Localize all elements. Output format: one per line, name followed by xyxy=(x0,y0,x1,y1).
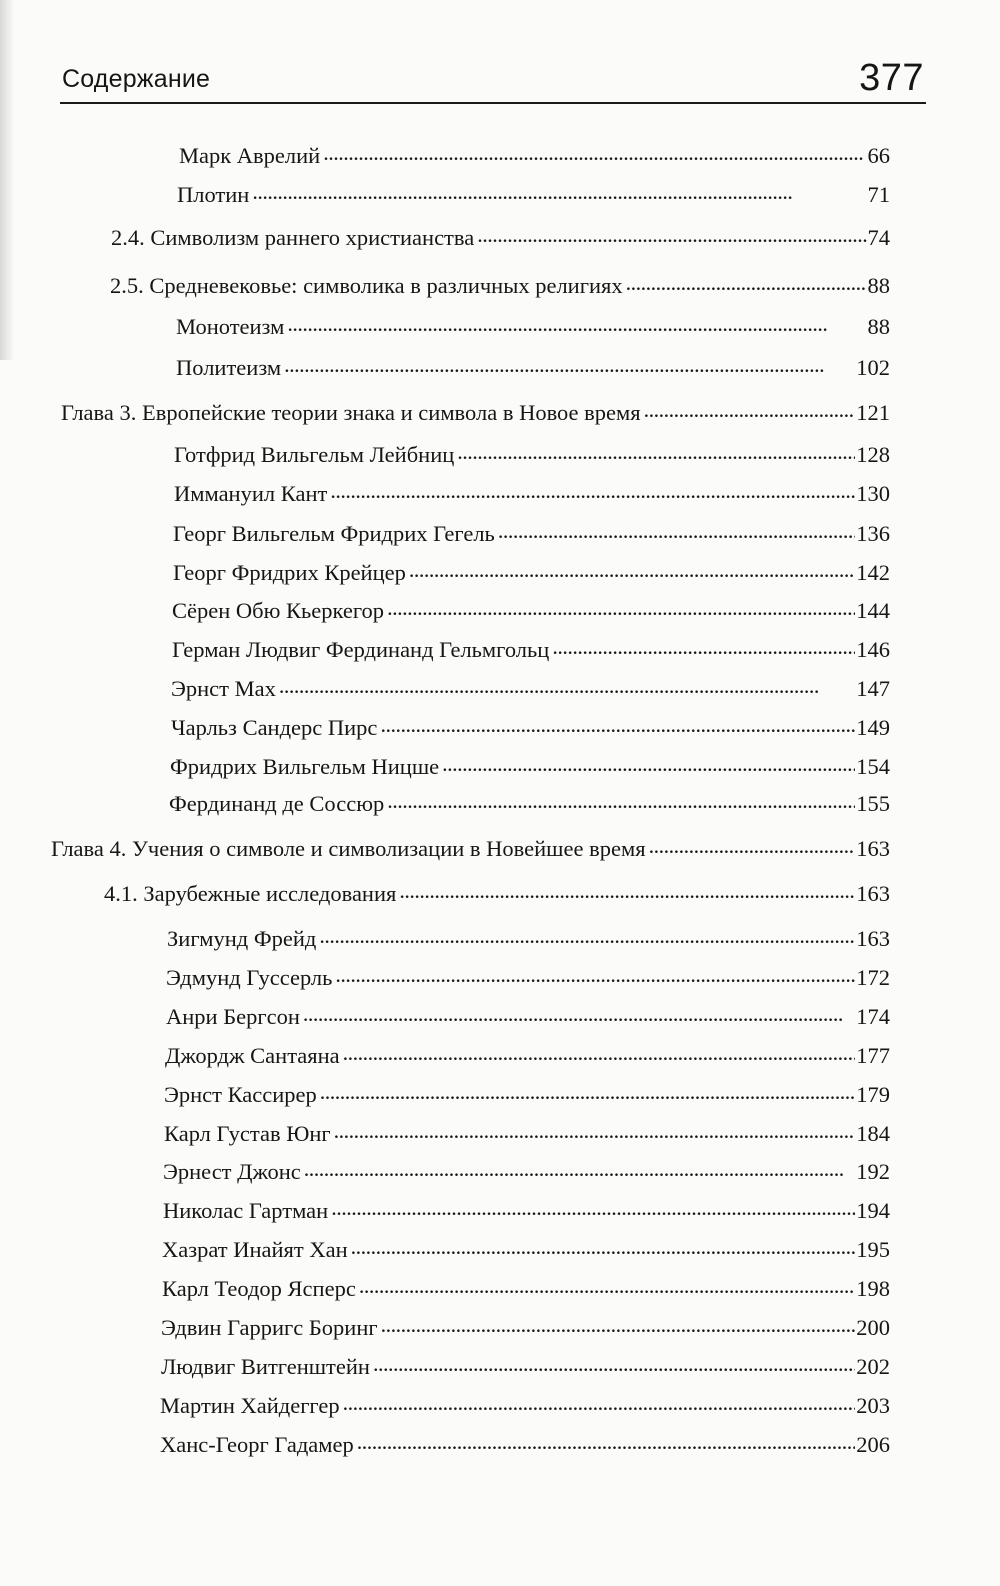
toc-entry xyxy=(111,224,890,252)
toc-entry-page: 136 xyxy=(856,521,890,546)
toc-entry-page: 74 xyxy=(867,225,890,250)
toc-entry-page: 179 xyxy=(856,1082,890,1107)
toc-entry-title: Эдвин Гарригс Боринг xyxy=(161,1315,378,1340)
toc-entry xyxy=(170,753,890,781)
toc-entry xyxy=(176,354,890,382)
toc-leader-dots xyxy=(381,1315,856,1335)
toc-entry xyxy=(166,1003,890,1031)
toc-leader-dots xyxy=(304,1159,856,1179)
toc-entry xyxy=(171,675,890,703)
toc-entry xyxy=(160,1392,890,1420)
toc-entry xyxy=(162,1236,890,1264)
toc-entry xyxy=(164,1081,890,1109)
toc-entry-page: 121 xyxy=(856,400,890,425)
toc-entry xyxy=(166,964,890,992)
toc-leader-dots xyxy=(351,1237,856,1257)
toc-entry-title: Политеизм xyxy=(176,355,282,380)
toc-entry-page: 203 xyxy=(856,1393,890,1418)
toc-leader-dots xyxy=(387,598,855,618)
toc-leader-dots xyxy=(409,560,855,580)
toc-entry xyxy=(162,1275,890,1303)
toc-entry xyxy=(164,1120,890,1148)
toc-entry-title: Плотин xyxy=(177,182,250,207)
toc-entry-title: Монотеизм xyxy=(176,314,285,339)
header-title: Содержание xyxy=(62,65,211,93)
toc-entry xyxy=(176,313,890,341)
toc-entry xyxy=(61,399,890,427)
toc-entry-title: Марк Аврелий xyxy=(179,143,321,168)
toc-entry-page: 88 xyxy=(867,314,890,339)
toc-entry xyxy=(174,480,890,508)
toc-leader-dots xyxy=(380,715,855,735)
toc-entry xyxy=(172,636,890,664)
toc-entry-title: Карл Густав Юнг xyxy=(164,1121,331,1146)
toc-leader-dots xyxy=(320,1082,855,1102)
toc-leader-dots xyxy=(649,836,856,856)
toc-entry-title: Зигмунд Фрейд xyxy=(167,926,317,951)
toc-entry xyxy=(163,1197,890,1225)
toc-entry xyxy=(161,1314,890,1342)
toc-leader-dots xyxy=(387,791,855,811)
toc-entry-title: Герман Людвиг Фердинанд Гельмгольц xyxy=(172,637,550,662)
toc-entry xyxy=(173,559,890,587)
toc-entry-title: Георг Фридрих Крейцер xyxy=(173,560,406,585)
toc-entry-title: Глава 4. Учения о символе и символизации в Новейшее время xyxy=(51,836,646,861)
toc-leader-dots xyxy=(442,754,855,774)
toc-entry-title: Эрнст Кассирер xyxy=(164,1082,317,1107)
toc-entry-page: 172 xyxy=(856,965,890,990)
toc-entry-title: Глава 3. Европейские теории знака и символа в Новое время xyxy=(61,400,641,425)
toc-leader-dots xyxy=(303,1004,855,1024)
toc-leader-dots xyxy=(498,521,855,541)
toc-entry-title: Готфрид Вильгельм Лейбниц xyxy=(174,442,455,467)
toc-entry-title: Георг Вильгельм Фридрих Гегель xyxy=(173,521,495,546)
toc-entry-title: Эдмунд Гуссерль xyxy=(166,965,333,990)
toc-entry xyxy=(161,1353,890,1381)
toc-entry xyxy=(172,597,890,625)
toc-entry-page: 149 xyxy=(856,715,890,740)
toc-entry xyxy=(179,142,890,170)
toc-entry-title: Анри Бергсон xyxy=(166,1004,300,1029)
toc-entry-page: 163 xyxy=(856,881,890,906)
toc-entry-title: Людвиг Витгенштейн xyxy=(161,1354,370,1379)
toc-entry xyxy=(167,925,890,953)
toc-leader-dots xyxy=(477,225,866,245)
toc-leader-dots xyxy=(399,881,855,901)
toc-entry-title: Джордж Сантаяна xyxy=(165,1043,340,1068)
toc-entry-page: 154 xyxy=(856,754,890,779)
toc-entry-page: 206 xyxy=(856,1432,890,1457)
toc-leader-dots xyxy=(334,1121,856,1141)
toc-entry-title: Чарльз Сандерс Пирс xyxy=(171,715,378,740)
toc-entry xyxy=(104,880,890,908)
toc-entry-title: Фердинанд де Соссюр xyxy=(169,791,385,816)
toc-entry-title: Мартин Хайдеггер xyxy=(160,1393,340,1418)
page-number: 377 xyxy=(859,57,924,99)
toc-entry-title: Фридрих Вильгельм Ницше xyxy=(170,754,440,779)
toc-leader-dots xyxy=(319,926,855,946)
toc-entry-page: 130 xyxy=(856,481,890,506)
toc-entry xyxy=(171,714,890,742)
toc-leader-dots xyxy=(252,182,866,202)
toc-entry-page: 142 xyxy=(856,560,890,585)
toc-entry-page: 102 xyxy=(856,355,890,380)
toc-entry-page: 195 xyxy=(856,1237,890,1262)
toc-entry-page: 177 xyxy=(856,1043,890,1068)
toc-leader-dots xyxy=(343,1393,856,1413)
toc-leader-dots xyxy=(330,481,855,501)
toc-entry-page: 194 xyxy=(856,1198,890,1223)
toc-entry-title: Эрнест Джонс xyxy=(163,1159,301,1184)
toc-entry-title: Сёрен Обю Кьеркегор xyxy=(172,598,385,623)
toc-entry xyxy=(177,181,890,209)
toc-entry-title: 2.4. Символизм раннего христианства xyxy=(111,225,475,250)
toc-entry xyxy=(174,441,890,469)
toc-entry-page: 71 xyxy=(867,182,890,207)
toc-leader-dots xyxy=(644,400,856,420)
toc-leader-dots xyxy=(373,1354,855,1374)
toc-entry-page: 144 xyxy=(856,598,890,623)
toc-entry-title: Хазрат Инайят Хан xyxy=(162,1237,348,1262)
toc-entry-page: 202 xyxy=(856,1354,890,1379)
toc-leader-dots xyxy=(279,676,855,696)
toc-leader-dots xyxy=(287,314,866,334)
toc-entry-page: 184 xyxy=(856,1121,890,1146)
toc-entry xyxy=(51,835,890,863)
toc-entry-title: Николас Гартман xyxy=(163,1198,329,1223)
toc-leader-dots xyxy=(626,273,867,293)
toc-entry-title: 2.5. Средневековье: символика в различных религиях xyxy=(110,273,623,298)
toc-entry-page: 198 xyxy=(856,1276,890,1301)
toc-entry-page: 147 xyxy=(856,676,890,701)
toc-entry xyxy=(165,1042,890,1070)
toc-entry-title: Карл Теодор Ясперс xyxy=(162,1276,356,1301)
toc-leader-dots xyxy=(357,1432,856,1452)
toc-entry-title: Ханс-Георг Гадамер xyxy=(160,1432,354,1457)
toc-entry-title: Иммануил Кант xyxy=(174,481,328,506)
toc-entry-page: 128 xyxy=(856,442,890,467)
toc-leader-dots xyxy=(359,1276,855,1296)
toc-entry-page: 192 xyxy=(856,1159,890,1184)
toc-entry-title: Эрнст Мах xyxy=(171,676,276,701)
toc-leader-dots xyxy=(457,442,855,462)
toc-entry-title: 4.1. Зарубежные исследования xyxy=(104,881,397,906)
toc-leader-dots xyxy=(284,355,855,375)
toc-entry-page: 146 xyxy=(856,637,890,662)
toc-entry xyxy=(160,1431,890,1459)
toc-leader-dots xyxy=(552,637,855,657)
toc-leader-dots xyxy=(331,1198,855,1218)
toc-entry xyxy=(110,272,890,300)
toc-entry-page: 155 xyxy=(856,791,890,816)
toc-entry xyxy=(163,1158,890,1186)
toc-leader-dots xyxy=(343,1043,856,1063)
toc-entry-page: 200 xyxy=(856,1315,890,1340)
toc-entry-page: 163 xyxy=(856,836,890,861)
toc-leader-dots xyxy=(335,965,855,985)
toc-entry-page: 88 xyxy=(867,273,890,298)
toc-leader-dots xyxy=(323,143,866,163)
toc-entry xyxy=(173,520,890,548)
toc-entry-page: 174 xyxy=(856,1004,890,1029)
toc-entry-page: 163 xyxy=(856,926,890,951)
toc-entry xyxy=(169,790,890,818)
toc-entry-page: 66 xyxy=(867,143,890,168)
